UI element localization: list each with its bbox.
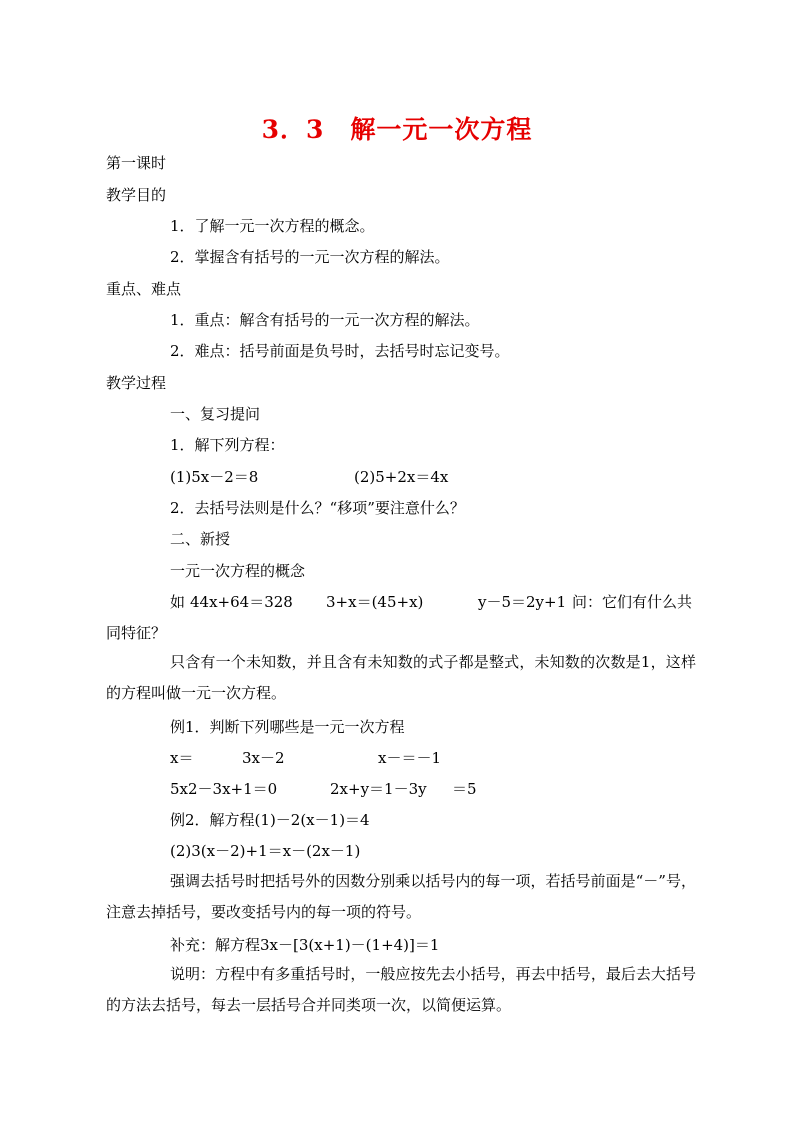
example-equation: 3+x＝(45+x) (326, 593, 424, 611)
review-heading: 一、复习提问 (170, 405, 261, 423)
key-point: 2．难点：括号前面是负号时，去括号时忘记变号。 (170, 342, 510, 360)
example1-item: x＝ (170, 749, 194, 767)
definition-paragraph: 只含有一个未知数，并且含有未知数的式子都是整式，未知数的次数是1，这样的方程叫做一元一次方程。 (106, 653, 696, 702)
example1-title: 例1．判断下列哪些是一元一次方程 (170, 718, 405, 736)
review-equation-2: (2)5+2x＝4x (354, 468, 449, 486)
example2-title: 例2．解方程(1)－2(x－1)＝4 (170, 811, 370, 829)
review-question-1: 1．解下列方程： (170, 436, 285, 454)
example-question: 问：它们有什么共 (572, 593, 693, 611)
example1-item: 5x2－3x+1＝0 (170, 780, 278, 798)
example2-equation: (2)3(x－2)+1＝x－(2x－1) (170, 842, 361, 860)
emphasis-paragraph: 强调去括号时把括号外的因数分别乘以括号内的每一项，若括号前面是“－”号，注意去掉括号，要改变括号内的每一项的符号。 (106, 872, 696, 921)
lesson-label: 第一课时 (106, 154, 167, 172)
example-prefix: 如 (170, 593, 186, 611)
example-equation: 44x+64＝328 (190, 593, 293, 611)
concept-heading: 一元一次方程的概念 (170, 562, 306, 580)
explanation-paragraph: 说明：方程中有多重括号时，一般应按先去小括号，再去中括号，最后去大括号的方法去括号，每去一层括号合并同类项一次，以简便运算。 (106, 965, 696, 1014)
goals-heading: 教学目的 (106, 186, 167, 204)
key-point: 1．重点：解含有括号的一元一次方程的解法。 (170, 311, 480, 329)
goal-item: 1．了解一元一次方程的概念。 (170, 217, 375, 235)
process-heading: 教学过程 (106, 374, 167, 392)
goal-item: 2．掌握含有括号的一元一次方程的解法。 (170, 248, 450, 266)
document-title: 3．3 解一元一次方程 (261, 115, 533, 144)
example-question-continued: 同特征？ (106, 624, 167, 642)
review-question-2: 2．去括号法则是什么？“移项”要注意什么？ (170, 499, 465, 517)
example1-item: ＝5 (452, 780, 477, 798)
example-equation: y－5＝2y+1 (478, 593, 567, 611)
new-heading: 二、新授 (170, 530, 231, 548)
example1-item: 2x+y＝1－3y (330, 780, 427, 798)
example1-item: x－＝－1 (378, 749, 442, 767)
example1-item: 3x－2 (242, 749, 285, 767)
key-heading: 重点、难点 (106, 280, 182, 298)
supplement-line: 补充：解方程3x－[3(x+1)－(1+4)]＝1 (170, 936, 440, 954)
review-equation-1: (1)5x－2＝8 (170, 468, 259, 486)
